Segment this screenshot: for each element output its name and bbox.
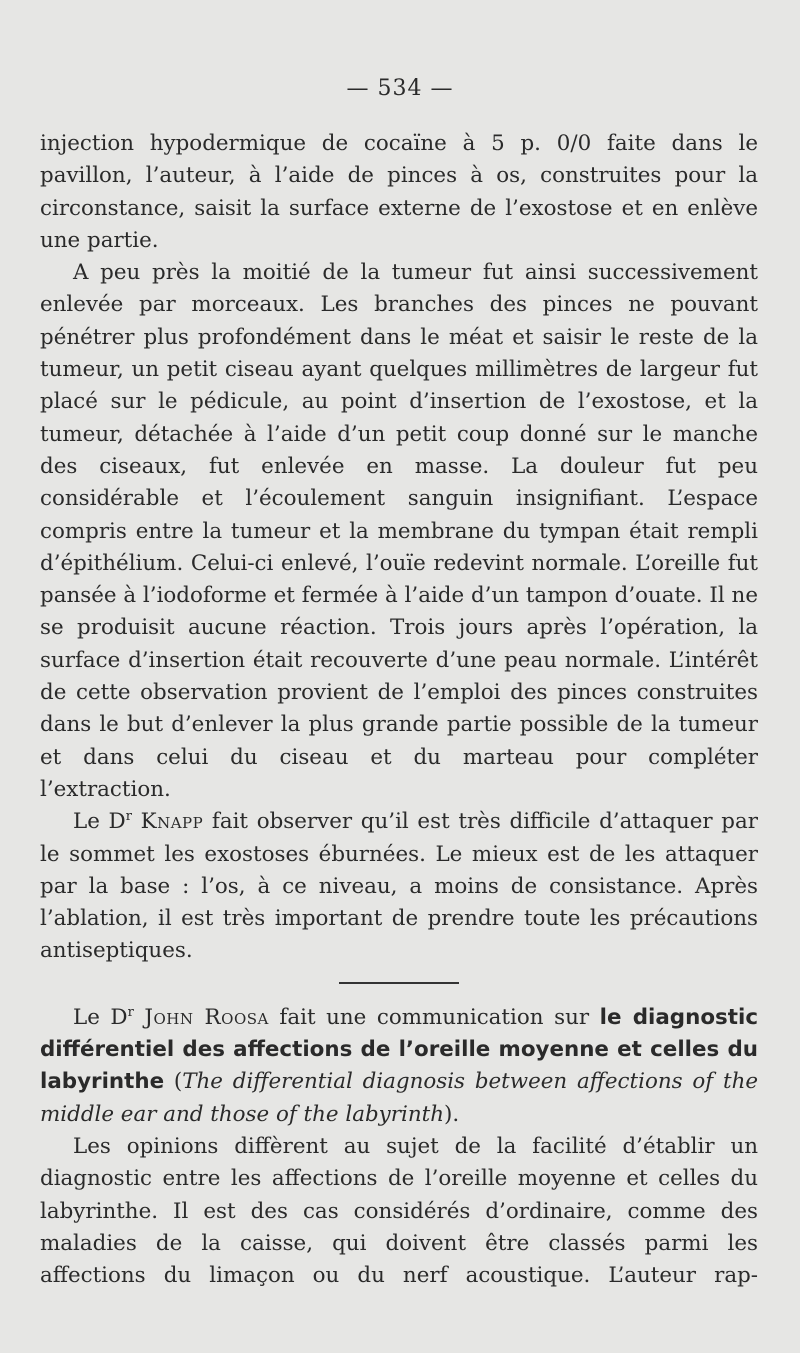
section-divider <box>339 982 459 984</box>
english-title: The differential diagnosis between affections of the middle ear and those of the labyrinth <box>40 1069 759 1127</box>
paragraph-4-intro: fait une communication sur <box>268 1004 600 1030</box>
communication-title: le diagnostic différentiel des affections de l’oreille moyenne et celles du labyrinthe <box>40 1004 758 1095</box>
paren-open: ( <box>164 1069 183 1095</box>
paragraph-2: A peu près la moitié de la tumeur fut ainsi successivement enlevée par morceaux. Les branches des pinces ne pouvant pénétrer plus profondément dans le méat et saisir le reste de la tumeur, un petit ciseau ayant quelques millimètres de largeur fut placé sur le pédicule, au point d’insertion de l’exostose, et la tumeur, détachée à l’aide d’un petit coup donné sur le manche des ciseaux, fut enlevée en masse. La douleur fut peu considérable et l’écoulement sanguin insignifiant. L’espace compris entre la tumeur et la membrane du tympan était rempli d’épithélium. Celui-ci enlevé, l’ouïe redevint normale. L’oreille fut pansée à l’iodoforme et fermée à l’aide d’un tampon d’ouate. Il ne se produisit aucune réaction. Trois jours après l’opération, la surface d’insertion était recouverte d’une peau normale. L’intérêt de cette observation provient de l’emploi des pinces construites dans le but d’enlever la plus grande partie possible de la tumeur et dans celui du ciseau et du marteau pour compléter l’extraction. <box>40 260 758 802</box>
paren-close: ). <box>443 1101 460 1127</box>
doctor-prefix: Le D <box>73 1004 128 1030</box>
doctor-sup: r <box>127 1004 134 1020</box>
doctor-prefix: Le D <box>73 809 126 835</box>
author-name-knapp: Knapp <box>140 809 204 835</box>
paragraph-3-text: fait observer qu’il est très difficile d’attaquer par le sommet les exostoses éburnées. Le mieux est de les attaquer par la base : l’os, à ce niveau, a moins de consistance. Après l’ablation, il est très important de prendre toute les précautions antiseptiques. <box>40 809 758 964</box>
doctor-sup: r <box>125 809 132 825</box>
paragraph-4 <box>40 1002 758 1131</box>
page-number: — 534 — <box>346 76 454 101</box>
author-name-roosa: John Roosa <box>144 1004 269 1030</box>
body-text <box>40 128 758 1292</box>
paragraph-3 <box>40 806 758 967</box>
paragraph-1: injection hypodermique de cocaïne à 5 p. 0/0 faite dans le pavillon, l’auteur, à l’aide de pinces à os, construites pour la circonstance, saisit la surface externe de l’exostose et en enlève une partie. <box>40 131 758 253</box>
paragraph-5: Les opinions diffèrent au sujet de la facilité d’établir un diagnostic entre les affections de l’oreille moyenne et celles du labyrinthe. Il est des cas considérés d’ordinaire, comme des maladies de la caisse, qui doivent être classés parmi les affections du limaçon ou du nerf acoustique. L’auteur rap- <box>40 1133 758 1289</box>
